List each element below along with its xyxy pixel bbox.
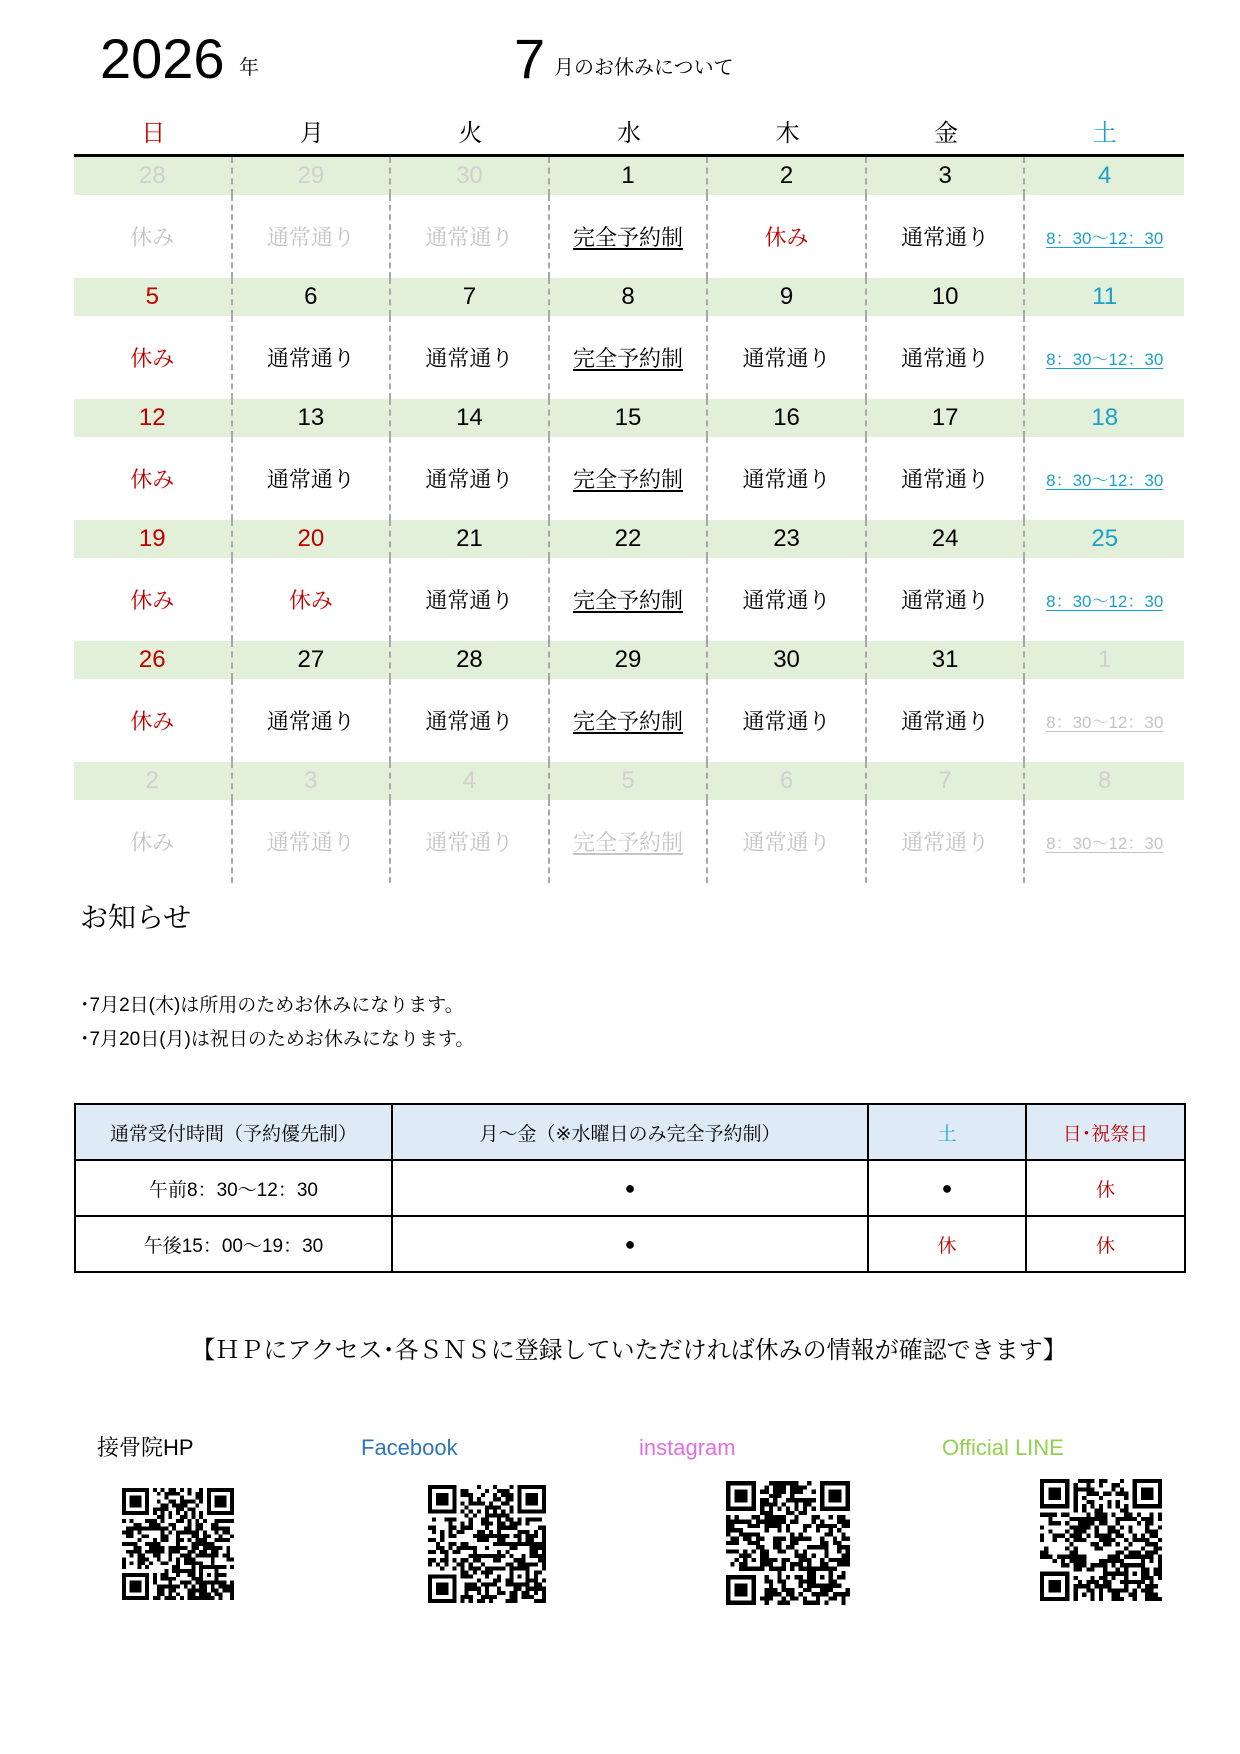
calendar-week [74, 157, 1184, 278]
date-number: 24 [867, 520, 1026, 558]
date-number: 12 [74, 399, 233, 437]
date-number: 4 [391, 762, 550, 800]
day-status: 完全予約制 [572, 588, 683, 613]
day-status: 8：30～12：30 [1046, 350, 1164, 369]
date-number: 21 [391, 520, 550, 558]
hours-row-afternoon [75, 1216, 1185, 1272]
day-cell [708, 316, 867, 399]
day-status: 通常通り [742, 467, 831, 492]
date-number: 15 [550, 399, 709, 437]
day-status: 通常通り [266, 830, 355, 855]
weekday-header: 金 [934, 120, 959, 147]
day-status: 通常通り [742, 830, 831, 855]
date-number: 6 [708, 762, 867, 800]
day-cell [867, 316, 1026, 399]
day-cell [1025, 195, 1184, 278]
weekday-header: 木 [775, 120, 800, 147]
date-number: 28 [74, 157, 233, 195]
day-status: 完全予約制 [572, 709, 683, 734]
hours-sunday-holiday-cell: 休 [1026, 1160, 1185, 1216]
day-cell [74, 800, 233, 883]
day-status: 8：30～12：30 [1046, 229, 1164, 248]
weekday-header: 火 [458, 120, 483, 147]
hours-time-cell: 午後15：00～19：30 [75, 1216, 392, 1272]
hours-sunday-holiday-cell: 休 [1026, 1216, 1185, 1272]
date-number: 18 [1025, 399, 1184, 437]
page-title: 月のお休みについて [554, 57, 734, 79]
day-status: 完全予約制 [572, 346, 683, 371]
date-number: 31 [867, 641, 1026, 679]
day-cell [233, 195, 392, 278]
date-number: 5 [550, 762, 709, 800]
day-status: 通常通り [425, 588, 514, 613]
hours-header-sunday-holiday: 日･祝祭日 [1026, 1104, 1185, 1160]
day-cell [391, 195, 550, 278]
day-cell [1025, 316, 1184, 399]
day-cell [867, 679, 1026, 762]
day-status: 通常通り [742, 346, 831, 371]
date-number: 29 [233, 157, 392, 195]
day-status: 通常通り [901, 830, 990, 855]
date-number: 8 [1025, 762, 1184, 800]
weekday-header-row [74, 114, 1184, 157]
day-cell [391, 437, 550, 520]
day-status: 通常通り [901, 467, 990, 492]
day-cell [1025, 679, 1184, 762]
day-cell [74, 437, 233, 520]
day-cell [391, 558, 550, 641]
day-status: 通常通り [901, 588, 990, 613]
hours-weekdays-cell: ● [392, 1160, 868, 1216]
day-status: 8：30～12：30 [1046, 713, 1164, 732]
day-cell [708, 800, 867, 883]
date-number: 28 [391, 641, 550, 679]
day-status: 休み [130, 588, 175, 613]
day-cell [1025, 437, 1184, 520]
hours-header-saturday: 土 [868, 1104, 1026, 1160]
day-status: 通常通り [742, 588, 831, 613]
weekday-header: 水 [616, 120, 641, 147]
hours-header-weekdays: 月～金（※水曜日のみ完全予約制） [392, 1104, 868, 1160]
date-number: 5 [74, 278, 233, 316]
day-cell [550, 558, 709, 641]
clinic-hp-label: 接骨院HP [97, 1435, 194, 1460]
notice-list [80, 989, 474, 1057]
calendar-week [74, 641, 1184, 762]
instagram-label: instagram [639, 1435, 736, 1460]
hours-row-morning [75, 1160, 1185, 1216]
day-status: 通常通り [266, 346, 355, 371]
date-number: 2 [708, 157, 867, 195]
notice-heading: お知らせ [80, 902, 192, 933]
day-cell [550, 800, 709, 883]
notice-item: ･7月20日(月)は祝日のためお休みになります。 [80, 1029, 475, 1050]
day-cell [233, 558, 392, 641]
date-number: 30 [708, 641, 867, 679]
day-status: 休み [130, 709, 175, 734]
date-number: 23 [708, 520, 867, 558]
day-cell [74, 679, 233, 762]
hours-header-time: 通常受付時間（予約優先制） [75, 1104, 392, 1160]
day-status: 通常通り [901, 709, 990, 734]
day-status: 通常通り [425, 225, 514, 250]
day-status: 通常通り [266, 225, 355, 250]
calendar [74, 114, 1184, 883]
day-status: 完全予約制 [572, 830, 683, 855]
weekday-header: 月 [299, 120, 324, 147]
day-cell [391, 679, 550, 762]
date-number: 6 [233, 278, 392, 316]
day-status: 休み [130, 225, 175, 250]
day-status: 通常通り [425, 346, 514, 371]
line-qr-code-icon [1040, 1479, 1162, 1601]
facebook-label: Facebook [361, 1435, 458, 1460]
day-cell [74, 558, 233, 641]
day-cell [708, 679, 867, 762]
day-status: 休み [764, 225, 809, 250]
weekday-header: 土 [1092, 120, 1117, 147]
hours-header-row [75, 1104, 1185, 1160]
day-cell [233, 800, 392, 883]
day-cell [550, 437, 709, 520]
date-number: 7 [391, 278, 550, 316]
day-status: 休み [130, 467, 175, 492]
date-number: 26 [74, 641, 233, 679]
day-cell [867, 195, 1026, 278]
day-cell [550, 679, 709, 762]
instagram-qr-code-icon [726, 1481, 850, 1605]
date-number: 2 [74, 762, 233, 800]
day-status: 8：30～12：30 [1046, 592, 1164, 611]
day-cell [1025, 800, 1184, 883]
weekday-header: 日 [141, 120, 166, 147]
day-status: 休み [130, 346, 175, 371]
day-status: 8：30～12：30 [1046, 834, 1164, 853]
day-status: 通常通り [901, 346, 990, 371]
day-cell [708, 558, 867, 641]
calendar-week [74, 520, 1184, 641]
year: 2026 [100, 27, 225, 90]
date-number: 13 [233, 399, 392, 437]
day-status: 完全予約制 [572, 225, 683, 250]
date-number: 22 [550, 520, 709, 558]
date-number: 10 [867, 278, 1026, 316]
day-status: 通常通り [425, 709, 514, 734]
calendar-week [74, 762, 1184, 883]
day-cell [233, 437, 392, 520]
date-number: 8 [550, 278, 709, 316]
date-number: 17 [867, 399, 1026, 437]
sns-message: 【ＨＰにアクセス･各ＳＮＳに登録していただければ休みの情報が確認できます】 [191, 1337, 1067, 1364]
day-cell [708, 437, 867, 520]
day-status: 完全予約制 [572, 467, 683, 492]
date-number: 11 [1025, 278, 1184, 316]
date-number: 27 [233, 641, 392, 679]
day-cell [550, 316, 709, 399]
day-status: 通常通り [266, 709, 355, 734]
date-number: 1 [550, 157, 709, 195]
day-status: 休み [130, 830, 175, 855]
day-cell [867, 437, 1026, 520]
date-number: 7 [867, 762, 1026, 800]
date-number: 16 [708, 399, 867, 437]
date-number: 4 [1025, 157, 1184, 195]
date-number: 9 [708, 278, 867, 316]
calendar-week [74, 278, 1184, 399]
day-status: 8：30～12：30 [1046, 471, 1164, 490]
day-status: 休み [288, 588, 333, 613]
date-number: 3 [233, 762, 392, 800]
clinic-hp-qr-code-icon [122, 1488, 234, 1600]
line-label: Official LINE [942, 1435, 1064, 1460]
day-status: 通常通り [901, 225, 990, 250]
date-number: 20 [233, 520, 392, 558]
date-number: 29 [550, 641, 709, 679]
date-number: 1 [1025, 641, 1184, 679]
day-cell [74, 316, 233, 399]
hours-time-cell: 午前8：30～12：30 [75, 1160, 392, 1216]
day-cell [1025, 558, 1184, 641]
date-number: 19 [74, 520, 233, 558]
date-number: 25 [1025, 520, 1184, 558]
day-cell [391, 316, 550, 399]
day-cell [233, 316, 392, 399]
day-status: 通常通り [266, 467, 355, 492]
calendar-week [74, 399, 1184, 520]
date-number: 3 [867, 157, 1026, 195]
day-cell [391, 800, 550, 883]
notice-item: ･7月2日(木)は所用のためお休みになります。 [80, 995, 464, 1016]
month: 7 [514, 27, 546, 90]
year-label: 年 [239, 57, 259, 79]
day-status: 通常通り [425, 830, 514, 855]
hours-saturday-cell: ● [868, 1160, 1026, 1216]
day-status: 通常通り [742, 709, 831, 734]
hours-table [74, 1103, 1186, 1273]
day-cell [74, 195, 233, 278]
hours-weekdays-cell: ● [392, 1216, 868, 1272]
day-cell [708, 195, 867, 278]
facebook-qr-code-icon [428, 1485, 546, 1603]
hours-saturday-cell: 休 [868, 1216, 1026, 1272]
day-status: 通常通り [425, 467, 514, 492]
date-number: 14 [391, 399, 550, 437]
date-number: 30 [391, 157, 550, 195]
day-cell [867, 558, 1026, 641]
day-cell [550, 195, 709, 278]
calendar-body [74, 157, 1184, 883]
day-cell [233, 679, 392, 762]
day-cell [867, 800, 1026, 883]
